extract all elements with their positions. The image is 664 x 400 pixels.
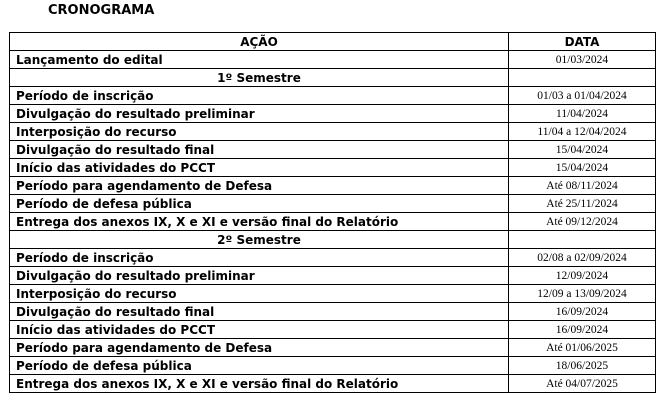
row-data: Até 01/06/2025 [509, 339, 656, 357]
semester-row [10, 231, 656, 249]
row-data: 12/09/2024 [509, 267, 656, 285]
schedule-table [9, 32, 656, 393]
table-row [10, 267, 656, 285]
row-acao: Divulgação do resultado final [10, 141, 509, 159]
row-data: 12/09 a 13/09/2024 [509, 285, 656, 303]
table-row [10, 195, 656, 213]
table-row [10, 123, 656, 141]
table-row [10, 87, 656, 105]
header-row [10, 33, 656, 51]
document-title: CRONOGRAMA [48, 3, 155, 18]
row-acao: Entrega dos anexos IX, X e XI e versão final do Relatório [10, 213, 509, 231]
row-data: 11/04 a 12/04/2024 [509, 123, 656, 141]
table-row [10, 141, 656, 159]
table-row [10, 285, 656, 303]
row-data: 11/04/2024 [509, 105, 656, 123]
row-acao: Interposição do recurso [10, 285, 509, 303]
row-acao: Período para agendamento de Defesa [10, 339, 509, 357]
header-acao: AÇÃO [10, 33, 509, 51]
row-acao: Início das atividades do PCCT [10, 321, 509, 339]
semester-label: 2º Semestre [10, 231, 509, 249]
row-data: 16/09/2024 [509, 303, 656, 321]
semester-label: 1º Semestre [10, 69, 509, 87]
table-row [10, 339, 656, 357]
row-data: 15/04/2024 [509, 141, 656, 159]
table-row [10, 321, 656, 339]
row-data: 01/03 a 01/04/2024 [509, 87, 656, 105]
row-data: Até 08/11/2024 [509, 177, 656, 195]
row-data: 02/08 a 02/09/2024 [509, 249, 656, 267]
row-acao: Período de defesa pública [10, 357, 509, 375]
row-acao: Lançamento do edital [10, 51, 509, 69]
row-acao: Divulgação do resultado preliminar [10, 105, 509, 123]
table-row [10, 105, 656, 123]
row-data-empty [509, 69, 656, 87]
row-acao: Período para agendamento de Defesa [10, 177, 509, 195]
row-acao: Interposição do recurso [10, 123, 509, 141]
row-acao: Divulgação do resultado preliminar [10, 267, 509, 285]
table-row [10, 303, 656, 321]
row-data: Até 04/07/2025 [509, 375, 656, 393]
table-row [10, 249, 656, 267]
table-row [10, 375, 656, 393]
row-acao: Período de inscrição [10, 87, 509, 105]
semester-row [10, 69, 656, 87]
row-data: Até 09/12/2024 [509, 213, 656, 231]
table-row [10, 51, 656, 69]
row-data: 15/04/2024 [509, 159, 656, 177]
row-data: Até 25/11/2024 [509, 195, 656, 213]
row-data-empty [509, 231, 656, 249]
row-acao: Período de defesa pública [10, 195, 509, 213]
table-row [10, 213, 656, 231]
table-row [10, 357, 656, 375]
header-data: DATA [509, 33, 656, 51]
row-acao: Período de inscrição [10, 249, 509, 267]
row-data: 18/06/2025 [509, 357, 656, 375]
table-row [10, 177, 656, 195]
row-data: 01/03/2024 [509, 51, 656, 69]
table-row [10, 159, 656, 177]
row-acao: Divulgação do resultado final [10, 303, 509, 321]
row-acao: Entrega dos anexos IX, X e XI e versão final do Relatório [10, 375, 509, 393]
row-acao: Início das atividades do PCCT [10, 159, 509, 177]
row-data: 16/09/2024 [509, 321, 656, 339]
